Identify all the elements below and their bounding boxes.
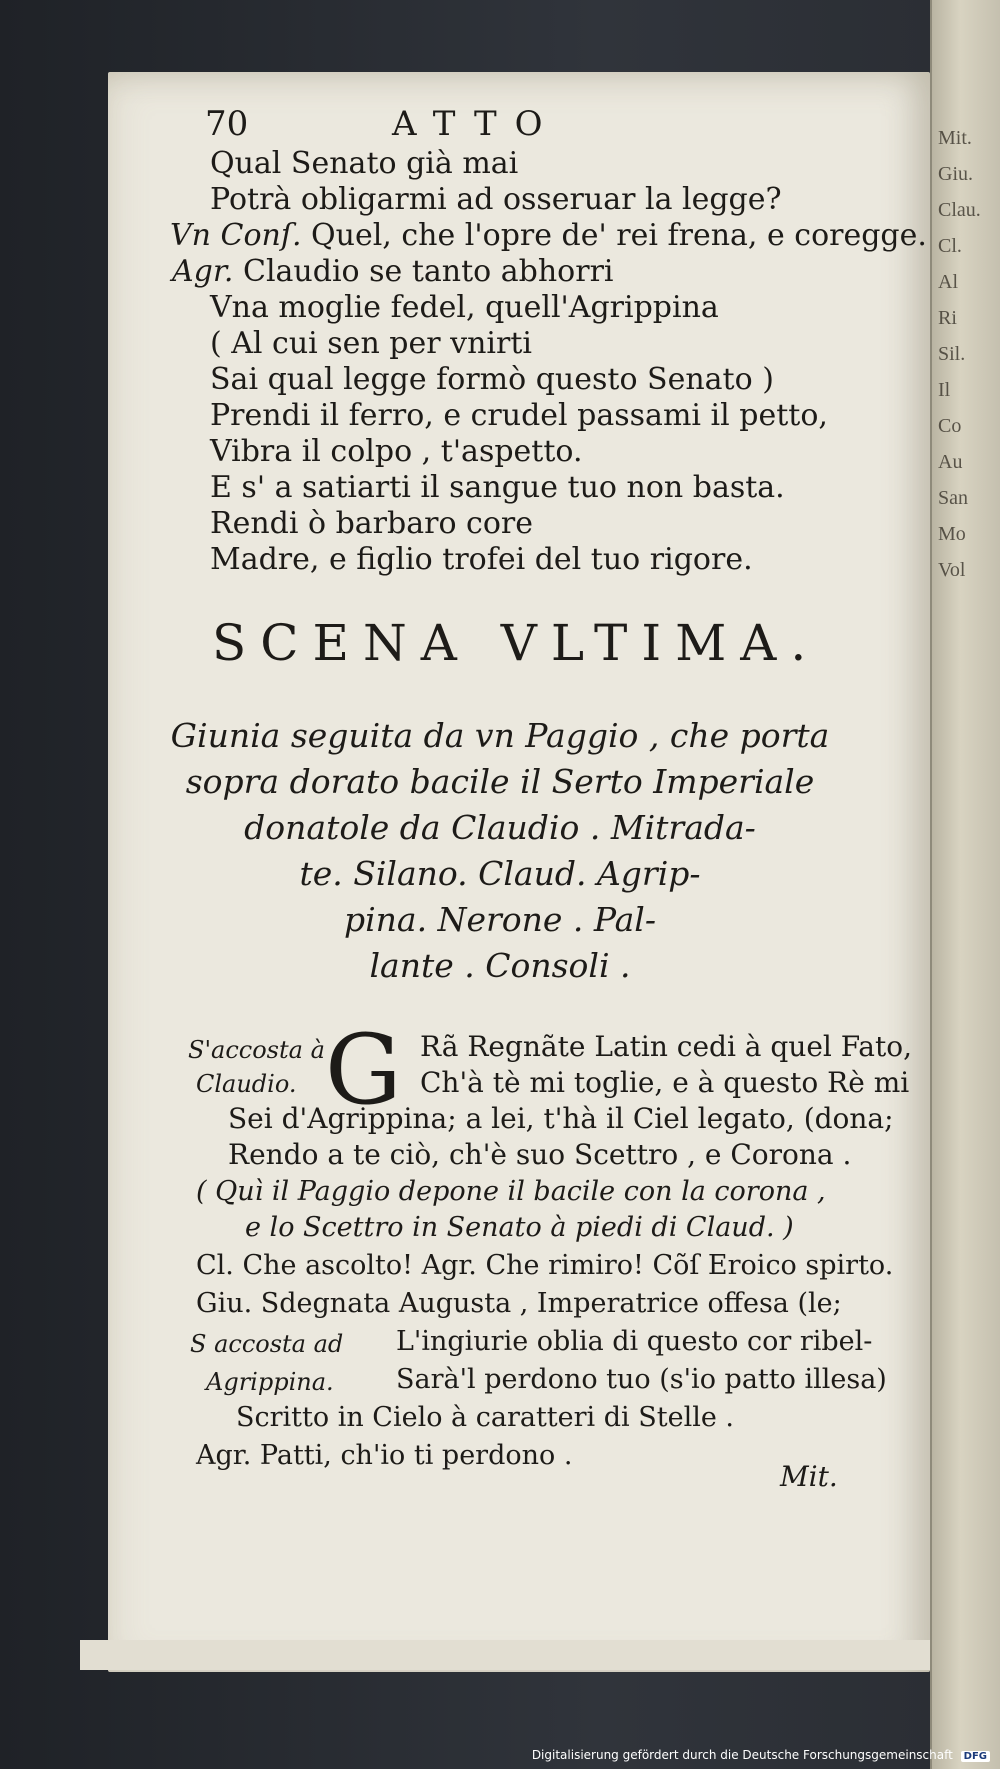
page-bottom-edge bbox=[80, 1640, 930, 1670]
adjacent-page-fragment: Giu. bbox=[938, 163, 973, 185]
verse-line: Qual Senato già mai bbox=[210, 146, 519, 181]
adjacent-page-fragment: San bbox=[938, 487, 968, 509]
verse-line: Rã Regnãte Latin cedi à quel Fato, bbox=[420, 1030, 913, 1063]
verse-line: Vna moglie fedel, quell'Agrippina bbox=[210, 290, 719, 325]
verse-line: ( Al cui sen per vnirti bbox=[210, 326, 532, 361]
adjacent-page-fragment: Il bbox=[938, 379, 951, 401]
verse-line: Rendi ò barbaro core bbox=[210, 506, 534, 541]
stage-direction-inline: e lo Scettro in Senato à piedi di Claud. ) bbox=[245, 1212, 794, 1243]
verse-line: Sarà'l perdono tuo (s'io patto illesa) bbox=[396, 1364, 887, 1395]
verse-line: Prendi il ferro, e crudel passami il petto, bbox=[210, 398, 828, 433]
verse-line: L'ingiurie oblia di questo cor ribel- bbox=[396, 1326, 873, 1357]
verse-line: Giu. Sdegnata Augusta , Imperatrice offesa (le; bbox=[196, 1288, 842, 1319]
digitization-credit bbox=[0, 1748, 990, 1762]
margin-note: S'accosta à bbox=[188, 1036, 325, 1064]
verse-line: Scritto in Cielo à caratteri di Stelle . bbox=[236, 1402, 734, 1433]
drop-cap: G bbox=[325, 1014, 402, 1126]
running-title: ATTO bbox=[392, 104, 561, 144]
stage-direction-line: te. Silano. Claud. Agrip- bbox=[299, 854, 701, 893]
stage-direction-line: lante . Consoli . bbox=[369, 946, 631, 985]
verse-line: Sei d'Agrippina; a lei, t'hà il Ciel legato, (dona; bbox=[228, 1102, 894, 1135]
speaker-label: Vn Conſ. bbox=[170, 218, 302, 253]
margin-note: Agrippina. bbox=[206, 1368, 334, 1396]
scene-title: SCENA VLTIMA. bbox=[212, 614, 821, 672]
adjacent-page-fragment: Sil. bbox=[938, 343, 966, 365]
adjacent-page-fragment: Al bbox=[938, 271, 958, 293]
adjacent-page-fragment: Mo bbox=[938, 523, 966, 545]
verse-line: Madre, e figlio trofei del tuo rigore. bbox=[210, 542, 753, 577]
adjacent-page-fragment: Ri bbox=[938, 307, 957, 329]
verse-line: Agr. Claudio se tanto abhorri bbox=[172, 254, 614, 289]
adjacent-page-fragments bbox=[938, 120, 1000, 588]
verse-line: E s' a satiarti il sangue tuo non basta. bbox=[210, 470, 785, 505]
credit-text: Digitalisierung gefördert durch die Deutsche Forschungsgemeinschaft bbox=[531, 1748, 953, 1762]
verse-line: Cl. Che ascolto! Agr. Che rimiro! Cõſ Eroico spirto. bbox=[196, 1250, 894, 1281]
adjacent-page-fragment: Vol bbox=[938, 559, 966, 581]
verse-line: Agr. Patti, ch'io ti perdono . bbox=[196, 1440, 573, 1471]
adjacent-page-fragment: Cl. bbox=[938, 235, 962, 257]
adjacent-page-fragment: Au bbox=[938, 451, 963, 473]
stage-direction-line: pina. Nerone . Pal- bbox=[344, 900, 656, 939]
adjacent-page-fragment: Clau. bbox=[938, 199, 981, 221]
catchword: Mit. bbox=[780, 1460, 838, 1493]
verse-line: Sai qual legge formò questo Senato ) bbox=[210, 362, 774, 397]
verse-line: Potrà obligarmi ad osseruar la legge? bbox=[210, 182, 782, 217]
speaker-label: Agr. bbox=[172, 254, 234, 289]
margin-note: S accosta ad bbox=[190, 1330, 344, 1358]
adjacent-page-fragment: Co bbox=[938, 415, 962, 437]
stage-direction-line: donatole da Claudio . Mitrada- bbox=[244, 808, 756, 847]
adjacent-page-fragment: Mit. bbox=[938, 127, 972, 149]
margin-note: Claudio. bbox=[196, 1070, 297, 1098]
verse-line: Vn Conſ. Quel, che l'opre de' rei frena, e coregge. bbox=[170, 218, 927, 253]
verse-line: Ch'à tè mi toglie, e à questo Rè mi bbox=[420, 1066, 910, 1099]
stage-direction-inline: ( Quì il Paggio depone il bacile con la corona , bbox=[196, 1176, 826, 1207]
stage-direction-line: Giunia seguita da vn Paggio , che porta bbox=[170, 716, 830, 755]
page-number: 70 bbox=[205, 104, 249, 144]
dfg-logo: DFG bbox=[961, 1751, 990, 1762]
stage-direction-line: sopra dorato bacile il Serto Imperiale bbox=[185, 762, 815, 801]
verse-line: Rendo a te ciò, ch'è suo Scettro , e Corona . bbox=[228, 1138, 852, 1171]
verse-line: Vibra il colpo , t'aspetto. bbox=[210, 434, 583, 469]
